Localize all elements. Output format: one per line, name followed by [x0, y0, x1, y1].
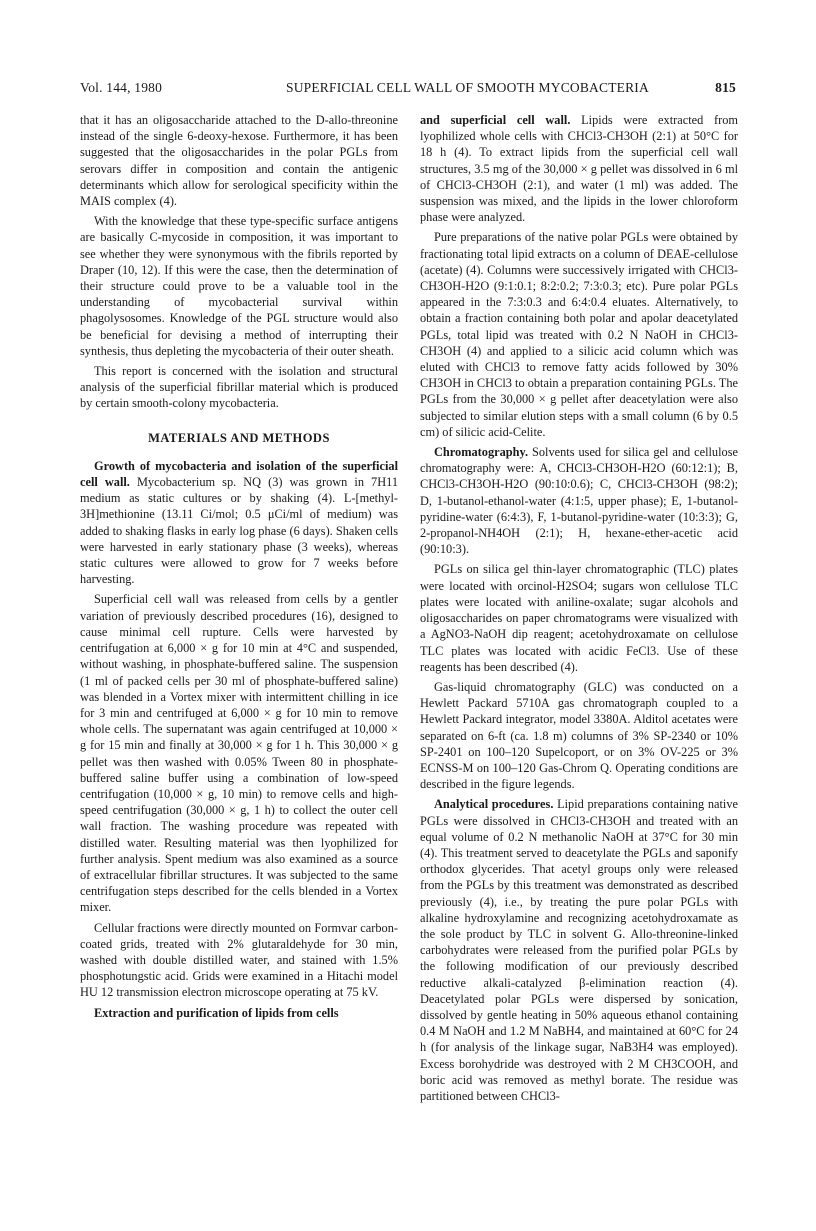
run-in-heading: Extraction and purification of lipids from cells: [94, 1005, 339, 1020]
paragraph-text: Lipid preparations containing native PGLs were dissolved in CHCl3-CH3OH and treated with an equal volume of 0.2 N methanolic NaOH at 37°C for 30 min (4). This treatment served to deacetylate the PGLs and saponify orthodox glycerides. That acetyl groups only were released from the PGLs by this treatment was demonstrated as described previously (4), i.e., by treating the pure polar PGLs with alkaline hydroxylamine and recognizing acetohydroxamate as the sole product by TLC in solvent G. Allo-threonine-linked carbohydrates were released from the purified polar PGLs by the following modification of our previously described reductive alkali-catalyzed β-elimination reaction (4). Deacetylated polar PGLs were dispersed by sonication, dissolved by gentle heating in 50% aqueous ethanol containing 0.4 M NaOH and 1.2 M NaBH4, and maintained at 60°C for 24 h (for analysis of the linkage sugar, NaB3H4 was employed). Excess borohydride was destroyed with 2 M CH3COOH, and boric acid was removed as methyl borate. The residue was partitioned between CHCl3-: [420, 797, 738, 1103]
paragraph: [420, 112, 738, 225]
run-in-heading: Chromatography.: [434, 445, 529, 460]
page-number: 815: [715, 80, 736, 95]
run-in-heading: Analytical procedures.: [434, 797, 554, 812]
running-title: SUPERFICIAL CELL WALL OF SMOOTH MYCOBACTERIA: [286, 80, 649, 95]
paragraph-text: Lipids were extracted from lyophilized whole cells with CHCl3-CH3OH (2:1) at 50°C for 18 h (4). To extract lipids from the superficial cell wall structures, 3.5 mg of the 30,000 × g pellet was dissolved in 6 ml of CHCl3-CH3OH (2:1), and water (1 ml) was added. The suspension was mixed, and the lipids in the lower chloroform phase were analyzed.: [420, 113, 738, 225]
paragraph-text: Mycobacterium sp. NQ (3) was grown in 7H11 medium as static cultures or by shaking (4). L-[methyl-3H]methionine (13.11 Ci/mol; 0.5 μCi/ml of medium) was added to shaking flasks in early log phase (6 days). Shaken cells were harvested in early stationary phase (3 weeks), whereas static cultures were allowed to grow for 7 weeks before harvesting.: [80, 475, 399, 587]
journal-volume: Vol. 144, 1980: [80, 80, 163, 95]
paragraph: that it has an oligosaccharide attached to the D-allo-threonine instead of the single 6-deoxy-hexose. Furthermore, it has been suggested that the oligosaccharides in the polar PGLs from serovars differ in composition and contain the antigenic determinants which allow for serological specificity within the MAIS complex (4).: [80, 113, 398, 209]
paragraph: [80, 1005, 398, 1021]
right-column: [420, 112, 738, 1104]
paragraph: Pure preparations of the native polar PGLs were obtained by fractionating total lipid extracts on a column of DEAE-cellulose (acetate) (4). Columns were successively irrigated with CHCl3-CH3OH-H2O (9:1:0.1; 8:2:0.2; 7:3:0.3; etc). Pure polar PGLs appeared in the 7:3:0.3 and 6:4:0.4 eluates. Alternatively, to obtain a fraction containing both polar and apolar deacetylated PGLs, total lipid was treated with 0.2 N NaOH in CHCl3-CH3OH (4) and applied to a silicic acid column which was eluted with CHCl3 to remove fatty acids followed by 30% CH3OH in CHCl3 to obtain a preparation containing PGLs. The PGLs from the 30,000 × g pellet after deacetylation were also subjected to similar elution steps with a small column (6 by 0.5 cm) of silicic acid-Celite.: [420, 230, 738, 439]
section-heading: MATERIALS AND METHODS: [148, 430, 330, 445]
paragraph-text: Solvents used for silica gel and cellulose chromatography were: A, CHCl3-CH3OH-H2O (60:12:1); B, CHCl3-CH3OH-H2O (90:10:0.6); C, CHCl3-CH3OH (98:2); D, 1-butanol-ethanol-water (4:1:5, upper phase); E, 1-butanol-pyridine-water (6:4:3), F, 1-butanol-pyridine-water (10:3:3); G, 2-propanol-NH4OH (2:1); H, hexane-ether-acetic acid (90:10:3).: [420, 445, 738, 557]
paragraph: PGLs on silica gel thin-layer chromatographic (TLC) plates were located with orcinol-H2SO4; sugars won cellulose TLC plates were located with aniline-oxalate; sugar alcohols and oligosaccharides on paper chromatograms were visualized with a AgNO3-NaOH dip reagent; acetohydroxamate on cellulose TLC plates was located with acidic FeCl3. Use of these reagents has been described (4).: [420, 562, 738, 674]
left-column: [80, 112, 398, 1021]
running-header: [80, 80, 736, 102]
paragraph: This report is concerned with the isolation and structural analysis of the superficial fibrillar material which is produced by certain smooth-colony mycobacteria.: [80, 364, 398, 411]
paragraph: Gas-liquid chromatography (GLC) was conducted on a Hewlett Packard 5710A gas chromatograph coupled to a Hewlett Packard integrator, model 3380A. Alditol acetates were separated on 6-ft (ca. 1.8 m) columns of 3% SP-2340 or 10% SP-2401 on 100–120 Supelcoport, or on 3% OV-225 or 3% ECNSS-M on 100–120 Gas-Chrom Q. Operating conditions are described in the figure legends.: [420, 679, 738, 792]
run-in-heading: Growth of mycobacteria and isolation of the superficial cell wall.: [80, 458, 398, 490]
paragraph: [420, 796, 738, 1104]
paragraph: With the knowledge that these type-specific surface antigens are basically C-mycoside in composition, it was important to see whether they were synonymous with the fibrils reported by Draper (10, 12). If this were the case, then the determination of their structure could prove to be a valuable tool in the understanding of mycobacterial survival within phagolysosomes. Knowledge of the PGL structure would also be beneficial for devising a method of interrupting their synthesis, thus depleting the mycobacteria of their outer sheath.: [80, 214, 398, 358]
paragraph: [80, 458, 398, 588]
run-in-heading: and superficial cell wall.: [420, 113, 571, 127]
paragraph: [420, 444, 738, 557]
paragraph: Cellular fractions were directly mounted on Formvar carbon-coated grids, treated with 2% glutaraldehyde for 30 min, washed with double distilled water, and stained with 1.5% phosphotungstic acid. Grids were examined in a Hitachi model HU 12 transmission electron microscope operating at 75 kV.: [80, 920, 398, 1000]
paragraph: Superficial cell wall was released from cells by a gentler variation of previously described procedures (16), designed to cause minimal cell rupture. Cells were harvested by centrifugation at 6,000 × g for 10 min at 4°C and suspended, without washing, in phosphate-buffered saline. The suspension (1 ml of packed cells per 30 ml of phosphate-buffered saline) was blended in a Vortex mixer with intermittent chilling in ice for 3 min and centrifuged at 6,000 × g for 10 min to remove whole cells. The supernatant was again centrifuged at 10,000 × g for 15 min and finally at 30,000 × g for 1 h. This 30,000 × g pellet was then washed with 0.05% Tween 80 in phosphate-buffered saline buffer using a combination of low-speed centrifugation (10,000 × g, 10 min) to remove cells and high-speed centrifugation (30,000 × g, 1 h) to collect the outer cell wall fraction. The washing procedure was repeated with distilled water. Resulting material was then lyophilized for further analysis. Spent medium was also examined as a source of extracellular fibrillar structures. It was subjected to the same centrifugation steps described for the cells blended in a Vortex mixer.: [80, 592, 398, 915]
